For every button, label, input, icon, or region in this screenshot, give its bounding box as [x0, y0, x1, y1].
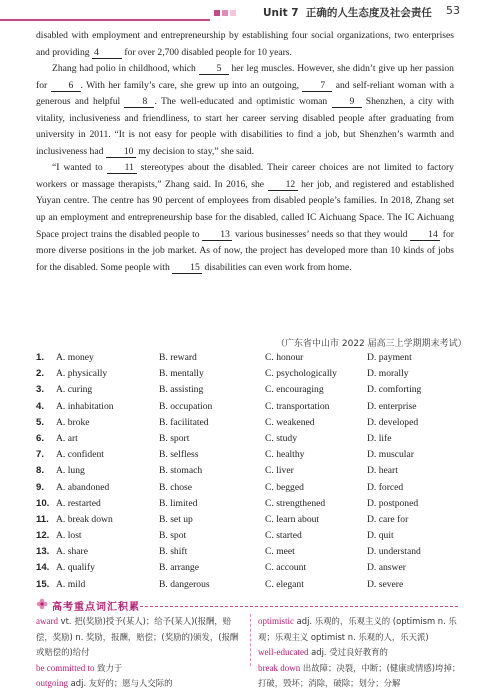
- passage-text: and self-reliant woman with a generous and helpful: [36, 79, 454, 108]
- question-number: 10.: [36, 497, 50, 509]
- vocab-term: optimistic: [258, 616, 294, 626]
- option-d: D. understand: [367, 546, 421, 558]
- vocab-definition: 致力于: [94, 662, 123, 673]
- vocab-definition: adj. 受过良好教育的: [308, 647, 388, 657]
- paragraph: [36, 61, 454, 160]
- option-a: A. qualify: [56, 562, 95, 574]
- passage-text: disabilities can even work from home.: [202, 261, 352, 273]
- option-b: B. arrange: [159, 562, 199, 574]
- option-row: [36, 433, 456, 449]
- option-d: D. enterprise: [367, 400, 417, 412]
- option-b: B. assisting: [159, 384, 204, 396]
- option-c: C. honour: [265, 352, 304, 363]
- vocab-title: 高考重点词汇积累: [52, 602, 140, 613]
- blank-10: 10: [106, 147, 136, 158]
- passage-text: disabled with employment and entrepreneurship by establishing four social organizations, two enterprises and providing: [36, 30, 454, 58]
- option-c: C. healthy: [265, 449, 305, 461]
- option-d: D. quit: [367, 530, 394, 542]
- option-c: C. transportation: [265, 400, 330, 412]
- header-bar: [0, 19, 210, 21]
- question-number: 5.: [36, 416, 45, 428]
- option-c: C. study: [265, 432, 297, 444]
- option-c: C. begged: [265, 481, 304, 493]
- blank-4: 4: [92, 48, 122, 59]
- option-c: C. learn about: [265, 513, 320, 525]
- option-b: B. reward: [159, 352, 197, 363]
- option-b: B. stomach: [159, 465, 203, 477]
- paragraph: [36, 160, 454, 276]
- option-d: D. forced: [367, 481, 404, 493]
- blank-14: 14: [410, 230, 440, 241]
- option-a: A. inhabitation: [56, 400, 114, 412]
- option-row: [36, 514, 456, 530]
- option-d: D. care for: [367, 513, 409, 525]
- option-row: [36, 449, 456, 465]
- blank-13: 13: [202, 230, 232, 241]
- question-number: 1.: [36, 352, 45, 363]
- vocab-term: be committed to: [36, 662, 95, 673]
- cloze-passage: [36, 28, 454, 276]
- blank-8: 8: [124, 97, 154, 108]
- option-a: A. break down: [56, 513, 113, 525]
- option-a: A. lost: [56, 530, 82, 542]
- option-b: B. spot: [159, 530, 187, 542]
- option-row: [36, 482, 456, 498]
- vocab-entry: [258, 614, 464, 645]
- question-number: 9.: [36, 481, 45, 493]
- question-number: 11.: [36, 513, 49, 525]
- option-b: B. chose: [159, 481, 193, 493]
- question-number: 4.: [36, 400, 45, 412]
- option-a: A. art: [56, 432, 78, 444]
- option-c: C. weakened: [265, 416, 315, 428]
- option-row: [36, 579, 456, 595]
- header-decoration-square: [222, 10, 228, 16]
- vocab-definition: adj. 乐观的，乐观主义的 (optimism n. 乐观；乐观主义 optimist n. 乐观的人，乐天派): [258, 616, 457, 642]
- vocab-definition: vt. 把(奖励)授予(某人)；给予(某人)(报酬，赔偿，奖励) n. 奖励，报酬，赔偿；(奖励的)颁发，(报酬或赔偿的)给付: [36, 616, 239, 657]
- option-d: D. comforting: [367, 384, 422, 396]
- vocab-entry: [36, 676, 244, 692]
- option-b: B. dangerous: [159, 578, 210, 590]
- option-b: B. limited: [159, 497, 198, 509]
- vocab-definition: adj. 友好的；愿与人交际的: [68, 678, 173, 688]
- vocab-term: award: [36, 616, 58, 626]
- blank-7: 7: [302, 81, 332, 92]
- option-a: A. share: [56, 546, 88, 558]
- option-a: A. curing: [56, 384, 93, 396]
- option-d: D. answer: [367, 562, 406, 574]
- source-citation: （广东省中山市 2022 届高三上学期期末考试）: [276, 339, 467, 349]
- question-number: 7.: [36, 449, 45, 461]
- option-b: B. occupation: [159, 400, 213, 412]
- option-a: A. broke: [56, 416, 90, 428]
- option-b: B. set up: [159, 513, 193, 525]
- option-c: C. account: [265, 562, 307, 574]
- vocab-column-left: [36, 614, 244, 692]
- option-a: A. money: [56, 352, 94, 363]
- option-d: D. severe: [367, 578, 404, 590]
- option-c: C. encouraging: [265, 384, 324, 396]
- question-number: 15.: [36, 578, 50, 590]
- option-b: B. selfless: [159, 449, 199, 461]
- option-a: A. restarted: [56, 497, 101, 509]
- option-b: B. mentally: [159, 368, 204, 380]
- option-b: B. sport: [159, 432, 190, 444]
- vocab-entry: [36, 661, 244, 677]
- page-number: 53: [446, 4, 460, 17]
- question-number: 8.: [36, 465, 45, 477]
- option-c: C. meet: [265, 546, 295, 558]
- vocab-heading: [36, 597, 140, 613]
- passage-text: . The well-educated and optimistic woman: [154, 96, 332, 108]
- options-list: [36, 352, 456, 595]
- option-a: A. lung: [56, 465, 85, 477]
- blank-5: 5: [199, 64, 229, 75]
- option-row: [36, 368, 456, 384]
- question-number: 12.: [36, 530, 50, 542]
- option-d: D. morally: [367, 368, 409, 380]
- passage-text: various businesses’ needs so that they would: [232, 228, 411, 240]
- option-c: C. psychologically: [265, 368, 337, 380]
- passage-text: stereotypes about the disabled. Their career choices are not limited to factory workers or massage therapists,” Zhang said. In 2016, she: [36, 162, 454, 190]
- option-b: B. facilitated: [159, 416, 209, 428]
- option-a: A. abandoned: [56, 481, 110, 493]
- divider: [140, 606, 458, 607]
- option-a: A. confident: [56, 449, 104, 461]
- option-a: A. physically: [56, 368, 108, 380]
- option-row: [36, 401, 456, 417]
- blank-11: 11: [107, 163, 137, 174]
- header-decoration-square: [214, 10, 220, 16]
- passage-text: Zhang had polio in childhood, which: [52, 63, 199, 75]
- question-number: 6.: [36, 432, 45, 444]
- blank-9: 9: [332, 97, 362, 108]
- option-row: [36, 498, 456, 514]
- page-header: [0, 4, 480, 20]
- vocab-entry: [258, 645, 464, 661]
- column-divider: [250, 614, 251, 666]
- passage-text: “I wanted to: [52, 162, 107, 174]
- option-row: [36, 384, 456, 400]
- option-d: D. developed: [367, 416, 419, 428]
- header-decoration-square: [230, 10, 236, 16]
- option-d: D. muscular: [367, 449, 414, 461]
- vocab-term: break down: [258, 662, 301, 673]
- option-c: C. strengthened: [265, 497, 326, 509]
- option-d: D. heart: [367, 465, 398, 477]
- vocab-entry: [36, 614, 244, 661]
- vocab-term: outgoing: [36, 678, 69, 688]
- option-row: [36, 352, 456, 368]
- option-c: C. liver: [265, 465, 294, 477]
- vocab-definition: 出故障；决裂，中断；(健康或情感)垮掉；打破，毁坏；消除，破除；划分；分解: [258, 662, 461, 688]
- question-number: 2.: [36, 368, 45, 380]
- option-row: [36, 530, 456, 546]
- unit-label: Unit 7: [263, 7, 299, 19]
- blank-15: 15: [172, 263, 202, 274]
- header-title: [263, 5, 432, 20]
- option-c: C. elegant: [265, 578, 304, 590]
- flower-icon: [36, 598, 48, 610]
- passage-text: my decision to stay,” she said.: [135, 145, 255, 157]
- passage-text: . With her family’s care, she grew up into an outgoing,: [80, 79, 303, 91]
- unit-title: 正确的人生态度及社会责任: [305, 7, 432, 19]
- question-number: 3.: [36, 384, 45, 396]
- vocab-term: well-educated: [258, 647, 309, 657]
- blank-12: 12: [268, 180, 298, 191]
- paragraph: [36, 28, 454, 61]
- question-number: 14.: [36, 562, 50, 574]
- vocab-column-right: [258, 614, 464, 692]
- vocab-entry: [258, 661, 464, 692]
- passage-text: her job, and registered and established Yuyan centre. The centre has 90 percent of employees from disabled people’s families. In 2018, Zhang set up an employment and entrepreneurship base for the disabled, called IC Aichuang Space. The IC Aichuang Space project trains the disabled people to: [36, 178, 454, 240]
- option-c: C. started: [265, 530, 302, 542]
- option-row: [36, 465, 456, 481]
- passage-text: for more diverse positions in the job market. As of now, the project has developed more than 10 kinds of jobs for the disabled. Some people with: [36, 228, 454, 273]
- option-row: [36, 562, 456, 578]
- passage-text: Shenzhen, a city with vitality, inclusiveness and friendliness, to start her career serving disabled people after graduating from university in 2011. “It is not easy for people with disabilities to find a job, but Shenzhen’s warmth and inclusiveness had: [36, 96, 454, 157]
- passage-text: her leg muscles. However, she didn’t give up her passion for: [36, 63, 454, 91]
- question-number: 13.: [36, 546, 50, 558]
- option-b: B. shift: [159, 546, 188, 558]
- option-d: D. payment: [367, 352, 412, 363]
- blank-6: 6: [51, 81, 81, 92]
- passage-text: for over 2,700 disabled people for 10 years.: [121, 46, 292, 58]
- option-d: D. postponed: [367, 497, 419, 509]
- option-a: A. mild: [56, 578, 86, 590]
- option-row: [36, 417, 456, 433]
- option-row: [36, 546, 456, 562]
- option-d: D. life: [367, 432, 392, 444]
